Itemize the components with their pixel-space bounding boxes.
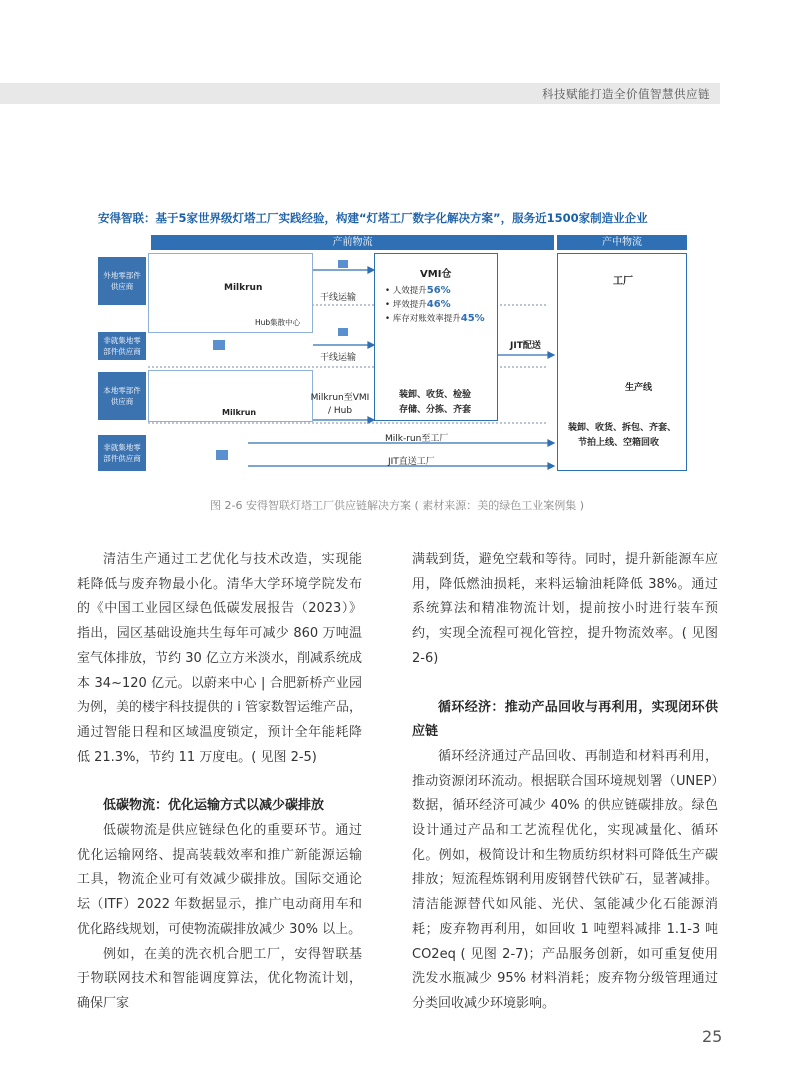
vmi-operations-1: 装卸、收货、检验 xyxy=(399,390,472,400)
trunk-transport-1: 干线运输 xyxy=(320,293,357,303)
paragraph: 满载到货，避免空载和等待。同时，提升新能源车应用，降低燃油损耗，来料运输油耗降低 38%。通过系统算法和精准物流计划，提前按小时进行装车预约，实现全流程可视化管控，提升物流效率。( 见图 2-6) xyxy=(412,552,718,666)
running-header: 科技赋能打造全价值智慧供应链 xyxy=(542,87,710,101)
paragraph: 例如，在美的洗衣机合肥工厂，安得智联基于物联网技术和智能调度算法，优化物流计划，确保厂家 xyxy=(77,946,362,1011)
row-label-remote-suppliers: 外地零部件供应商 xyxy=(98,257,146,305)
phase-pre-production: 产前物流 xyxy=(151,235,554,250)
vmi-title: VMI仓 xyxy=(420,269,452,280)
factory-operations-2: 节拍上线、空箱回收 xyxy=(578,438,660,448)
right-column xyxy=(412,548,718,1017)
milkrun-label-1: Milkrun xyxy=(224,283,263,293)
milkrun-to-vmi xyxy=(310,392,370,418)
hub-label: Hub集散中心 xyxy=(255,318,301,327)
vmi-metric: • 坪效提升46% xyxy=(385,298,485,312)
vmi-metrics xyxy=(385,284,485,326)
production-line: 生产线 xyxy=(625,383,653,393)
trunk-transport-2: 干线运输 xyxy=(320,353,357,363)
section-heading-low-carbon: 低碳物流：优化运输方式以减少碳排放 xyxy=(103,798,325,814)
paragraph: 清洁生产通过工艺优化与技术改造，实现能耗降低与废弃物最小化。清华大学环境学院发布的《中国工业园区绿色低碳发展报告（2023）》指出，园区基础设施共生每年可减少 860 万吨温室气体排放，节约 30 亿立方米淡水，削减系统成本 34~120 亿元。以蔚来中心 | 合肥新桥产业园为例，美的楼宇科技提供的 i 管家数智运维产品，通过智能日程和区域温度锁定，预计全年能耗降低 21.3%，节约 11 万度电。( 见图 2-5) xyxy=(77,552,362,765)
row-label-non-cluster-suppliers: 非就集地零部件供应商 xyxy=(98,332,146,360)
phase-in-production: 产中物流 xyxy=(557,235,687,250)
jit-delivery: JIT配送 xyxy=(510,341,541,351)
jit-direct-factory: JIT直送工厂 xyxy=(388,457,435,467)
left-column xyxy=(77,548,362,1017)
factory-title: 工厂 xyxy=(613,276,633,287)
row-label-local-suppliers: 本地零部件供应商 xyxy=(98,372,146,420)
vmi-operations-2: 存储、分拣、齐套 xyxy=(399,405,472,415)
section-heading-circular-economy: 循环经济：推动产品回收与再利用，实现闭环供应链 xyxy=(412,699,718,740)
paragraph: 循环经济通过产品回收、再制造和材料再利用，推动资源闭环流动。根据联合国环境规划署（UNEP）数据，循环经济可减少 40% 的供应链碳排放。绿色设计通过产品和工艺流程优化，实现减量化、循环化。例如，极简设计和生物质纺织材料可降低生产碳排放；短流程炼钢利用废钢替代铁矿石，显著减排。清洁能源替代如风能、光伏、氢能减少化石能源消耗；废弃物再利用，如回收 1 吨塑料减排 1.1-3 吨 CO2eq ( 见图 2-7)；产品服务创新，如可重复使用洗发水瓶减少 95% 材料消耗；废弃物分级管理通过分类回收减少环境影响。 xyxy=(412,748,718,1011)
vmi-metric: • 库存对账效率提升45% xyxy=(385,312,485,326)
milkrun-to-vmi-text: Milkrun至VMI / Hub xyxy=(310,393,370,416)
milkrun-to-factory: Milk-run至工厂 xyxy=(385,434,449,444)
header-band xyxy=(0,83,720,104)
paragraph: 低碳物流是供应链绿色化的重要环节。通过优化运输网络、提高装载效率和推广新能源运输工具，物流企业可有效减少碳排放。国际交通论坛（ITF）2022 年数据显示，推广电动商用车和优化路线规划，可使物流碳排放减少 30% 以上。 xyxy=(77,823,362,937)
page-number: 25 xyxy=(702,1027,723,1046)
milkrun-label-2: Milkrun xyxy=(222,408,257,417)
vmi-metric: • 人效提升56% xyxy=(385,284,485,298)
figure-title: 安得智联：基于5家世界级灯塔工厂实践经验，构建“灯塔工厂数字化解决方案”，服务近1500家制造业企业 xyxy=(98,211,648,225)
factory-operations-1: 装卸、收货、拆包、齐套、 xyxy=(568,423,677,433)
figure-caption: 图 2-6 安得智联灯塔工厂供应链解决方案 ( 素材来源：美的绿色工业案例集 ) xyxy=(209,499,585,512)
row-label-non-cluster-suppliers-2: 非就集地零部件供应商 xyxy=(98,435,146,471)
supply-chain-figure xyxy=(98,210,694,480)
